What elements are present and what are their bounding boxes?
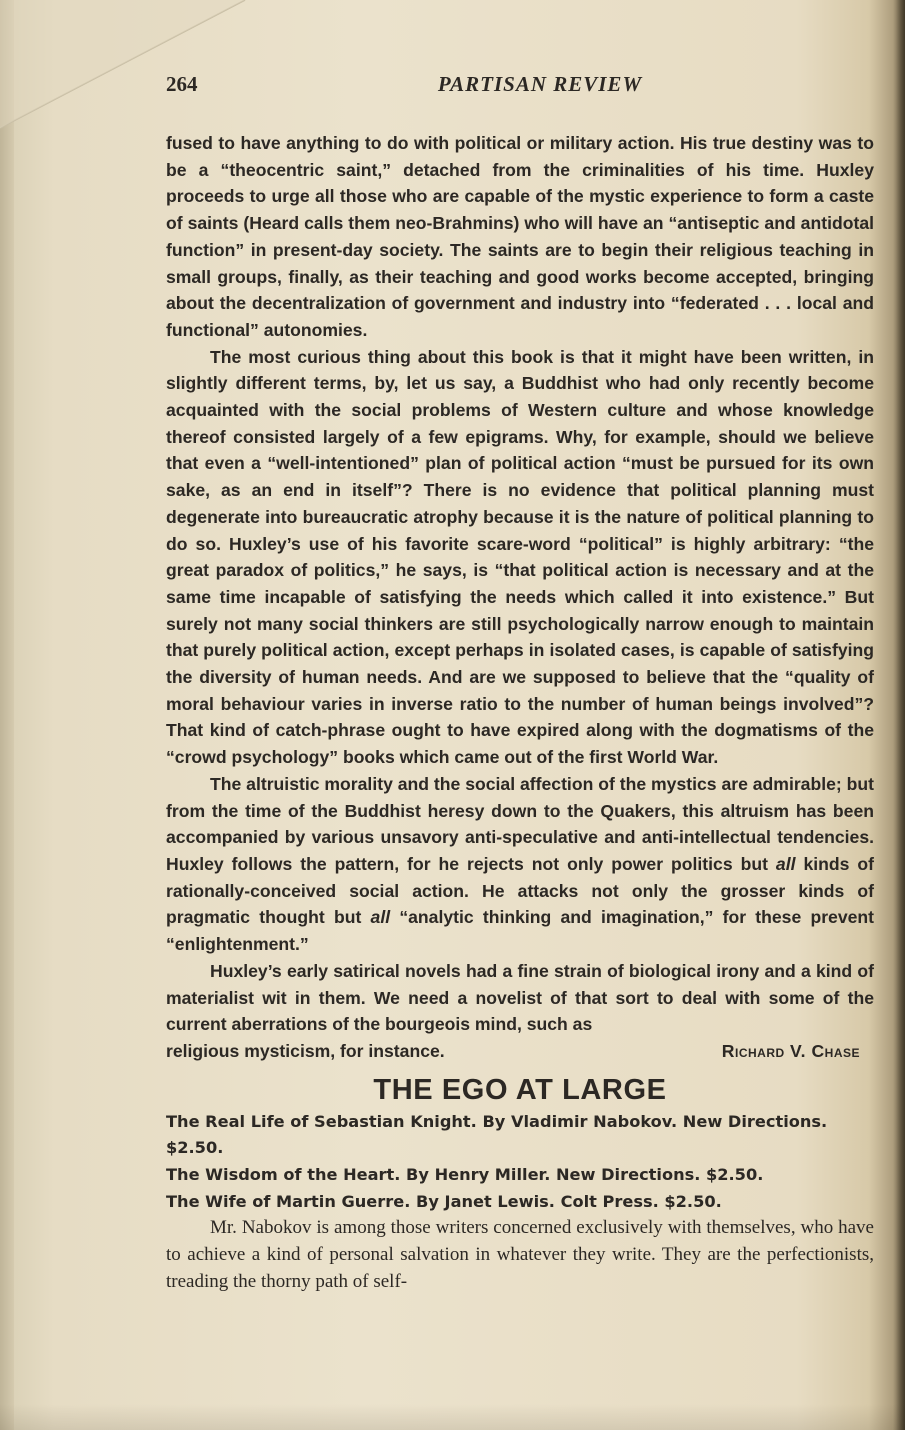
paragraph-3	[166, 771, 874, 958]
emphasis-all-2: all	[370, 907, 391, 928]
running-header	[166, 72, 874, 106]
paragraph-4-last-line: religious mysticism, for instance.	[166, 1040, 445, 1061]
journal-title: PARTISAN REVIEW	[437, 72, 643, 96]
paragraph-3-part-c: “analytic thinking and imagination,” for these prevent “enlightenment.”	[166, 907, 874, 955]
review-opening-paragraph: Mr. Nabokov is among those writers concerned exclusively with themselves, who have to achieve a kind of personal salvation in whatever they write. They are the perfectionists, treading the thorny path of self-	[166, 1217, 874, 1292]
paragraph-3-part-b: kinds of rationally-conceived social action. He attacks not only the grosser kinds of pragmatic thought but	[166, 853, 875, 928]
page-binding-edge	[0, 0, 14, 1430]
book-entry-1: The Real Life of Sebastian Knight. By Vladimir Nabokov. New Directions. $2.50.	[166, 1111, 828, 1158]
paragraph-1: fused to have anything to do with political or military action. His true destiny was to be a “theocentric saint,” detached from the criminalities of his time. Huxley proceeds to urge all those who are capable of the mystic experience to form a caste of saints (Heard calls them neo-Brahmins) who will have an “antiseptic and antidotal function” in present-day society. The saints are to begin their religious teaching in small groups, finally, as their teaching and good works become accepted, bringing about the decentralization of government and industry into “federated . . . local and functional” autonomies.	[166, 133, 874, 340]
review-heading: THE EGO AT LARGE	[373, 1073, 667, 1106]
page-number: 264	[166, 72, 198, 96]
author-signature: Richard V. Chase	[721, 1040, 860, 1061]
paragraph-3-part-a: The altruistic morality and the social affection of the mystics are admirable; but from the time of the Buddhist heresy down to the Quakers, this altruism has been accompanied by various unsavory anti-speculative and anti-intellectual tendencies. Huxley follows the pattern, for he rejects not only power politics but	[166, 773, 874, 874]
page-gutter-shadow	[893, 0, 905, 1430]
page-bottom-shadow	[0, 1404, 905, 1430]
book-entry-3: The Wife of Martin Guerre. By Janet Lewis. Colt Press. $2.50.	[166, 1191, 722, 1211]
article-text	[166, 130, 874, 1296]
paragraph-2: The most curious thing about this book is that it might have been written, in slightly different terms, by, let us say, a Buddhist who had only recently become acquainted with the social problems of Western culture and whose knowledge thereof consisted largely of a few epigrams. Why, for example, should we believe that even a “well-intentioned” plan of political action “must be pursued for its own sake, as an end in itself”? There is no evidence that political planning must degenerate into bureaucratic atrophy because it is the nature of political planning to do so. Huxley’s use of his favorite scare-word “political” is highly arbitrary: “the great paradox of politics,” he says, is “that political action is necessary and at the same time incapable of satisfying the needs which called it into existence.” But surely not many social thinkers are still psychologically narrow enough to maintain that purely political action, except perhaps in isolated cases, is capable of satisfying the diversity of human needs. And are we supposed to believe that the “quality of moral behaviour varies in inverse ratio to the number of human beings involved”? That kind of catch-phrase ought to have expired along with the dogmatisms of the “crowd psychology” books which came out of the first World War.	[166, 346, 874, 768]
book-entry-2: The Wisdom of the Heart. By Henry Miller. New Directions. $2.50.	[166, 1165, 764, 1185]
corner-fold-crease	[0, 0, 250, 140]
paragraph-4: Huxley’s early satirical novels had a fine strain of biological irony and a kind of materialist wit in them. We need a novelist of that sort to deal with some of the current aberrations of the bourgeois mind, such as	[166, 960, 874, 1035]
emphasis-all-1: all	[775, 853, 796, 874]
closing-line	[166, 1038, 874, 1065]
